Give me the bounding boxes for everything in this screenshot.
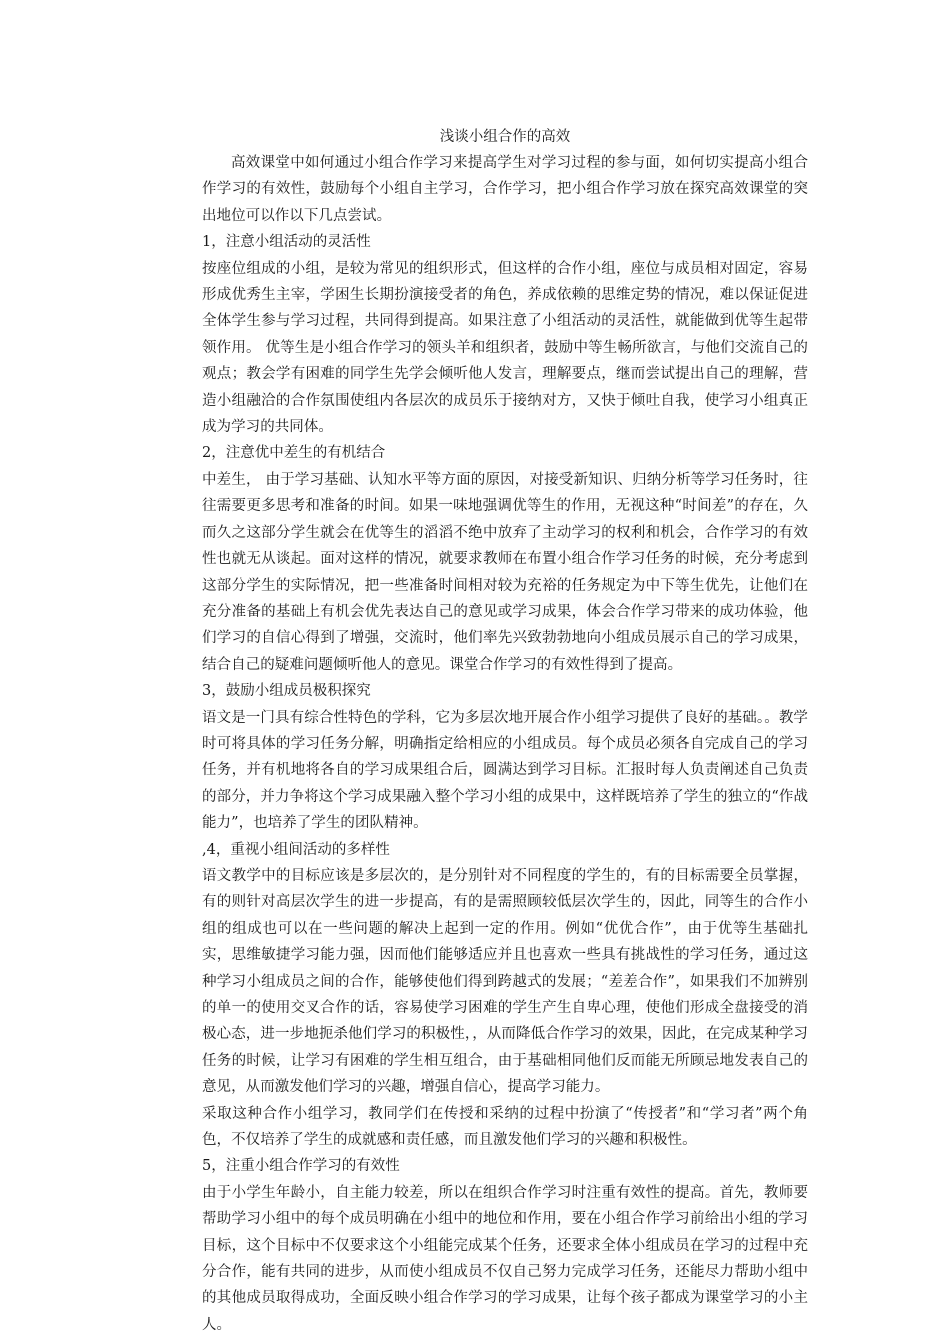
document-page: [202, 124, 808, 1338]
section-4: [202, 837, 808, 1154]
document-title: 浅谈小组合作的高效: [439, 129, 571, 145]
section-3: [202, 678, 808, 836]
section-paragraph: 语文教学中的目标应该是多层次的，是分别针对不同程度的学生的，有的目标需要全员掌握，有的则针对高层次学生的进一步提高，有的是需照顾较低层次学生的，因此，同等生的合作小组的组成也可以在一些问题的解决上起到一定的作用。例如“优优合作”，由于优等生基础扎实，思维敏捷学习能力强，因而他们能够适应并且也喜欢一些具有挑战性的学习任务，通过这种学习小组成员之间的合作，能够使他们得到跨越式的发展；“差差合作”，如果我们不加辨别的单一的使用交叉合作的话，容易使学习困难的学生产生自卑心理，使他们形成全盘接受的消极心态，进一步地扼杀他们学习的积极性，，从而降低合作学习的效果，因此，在完成某种学习任务的时候，让学习有困难的学生相互组合，由于基础相同他们反而能无所顾忌地发表自己的意见，从而激发他们学习的兴趣，增强自信心，提高学习能力。: [202, 867, 808, 1096]
section-heading: 5，注重小组合作学习的有效性: [202, 1158, 400, 1175]
section-heading: ,4，重视小组间活动的多样性: [202, 841, 390, 858]
section-paragraph: 中差生， 由于学习基础、认知水平等方面的原因，对接受新知识、归纳分析等学习任务时，往往需要更多思考和准备的时间。如果一味地强调优等生的作用，无视这种“时间差”的存在，久而久之这部分学生就会在优等生的滔滔不绝中放弃了主动学习的权利和机会，合作学习的有效性也就无从谈起。面对这样的情况，就要求教师在布置小组合作学习任务的时候，充分考虑到这部分学生的实际情况，把一些准备时间相对较为充裕的任务规定为中下等生优先，让他们在充分准备的基础上有机会优先表达自己的意见或学习成果，体会合作学习带来的成功体验，他们学习的自信心得到了增强，交流时，他们率先兴致勃勃地向小组成员展示自己的学习成果，结合自己的疑难问题倾听他人的意见。课堂合作学习的有效性得到了提高。: [202, 471, 808, 673]
section-heading: 3，鼓励小组成员极积探究: [202, 683, 371, 700]
section-heading: 1，注意小组活动的灵活性: [202, 234, 371, 251]
section-paragraph: 由于小学生年龄小，自主能力较差，所以在组织合作学习时注重有效性的提高。首先，教师要帮助学习小组中的每个成员明确在小组中的地位和作用，要在小组合作学习前给出小组的学习目标，这个目标中不仅要求这个小组能完成某个任务，还要求全体小组成员在学习的过程中充分合作，能有共同的进步，从而使小组成员不仅自己努力完成学习任务，还能尽力帮助小组中的其他成员取得成功，全面反映小组合作学习的学习成果，让每个孩子都成为课堂学习的小主人。: [202, 1184, 808, 1333]
section-2: [202, 440, 808, 678]
section-1: [202, 229, 808, 440]
section-paragraph: 采取这种合作小组学习，教同学们在传授和采纳的过程中扮演了“传授者”和“学习者”两个角色，不仅培养了学生的成就感和责任感，而且激发他们学习的兴趣和积极性。: [202, 1105, 808, 1149]
section-paragraph: 语文是一门具有综合性特色的学科，它为多层次地开展合作小组学习提供了良好的基础。。教学时可将具体的学习任务分解，明确指定给相应的小组成员。每个成员必须各自完成自己的学习任务，并有机地将各自的学习成果组合后，圆满达到学习目标。汇报时每人负责阐述自己负责的部分，并力争将这个学习成果融入整个学习小组的成果中，这样既培养了学生的独立的“作战能力”，也培养了学生的团队精神。: [202, 709, 808, 832]
section-heading: 2，注意优中差生的有机结合: [202, 445, 386, 462]
section-paragraph: 按座位组成的小组，是较为常见的组织形式，但这样的合作小组，座位与成员相对固定，容易形成优秀生主宰，学困生长期扮演接受者的角色，养成依赖的思维定势的情况，难以保证促进全体学生参与学习过程，共同得到提高。如果注意了小组活动的灵活性，就能做到优等生起带领作用。 优等生是小组合作学习的领头羊和组织者，鼓励中等生畅所欲言，与他们交流自己的观点；教会学有困难的同学生先学会倾听他人发言，理解要点，继而尝试提出自己的理解，营造小组融洽的合作氛围使组内各层次的成员乐于接纳对方，又快于倾吐自我，使学习小组真正成为学习的共同体。: [202, 260, 808, 436]
section-5: [202, 1153, 808, 1338]
intro-paragraph: 高效课堂中如何通过小组合作学习来提高学生对学习过程的参与面，如何切实提高小组合作学习的有效性，鼓励每个小组自主学习，合作学习，把小组合作学习放在探究高效课堂的突出地位可以作以下几点尝试。: [202, 155, 808, 224]
